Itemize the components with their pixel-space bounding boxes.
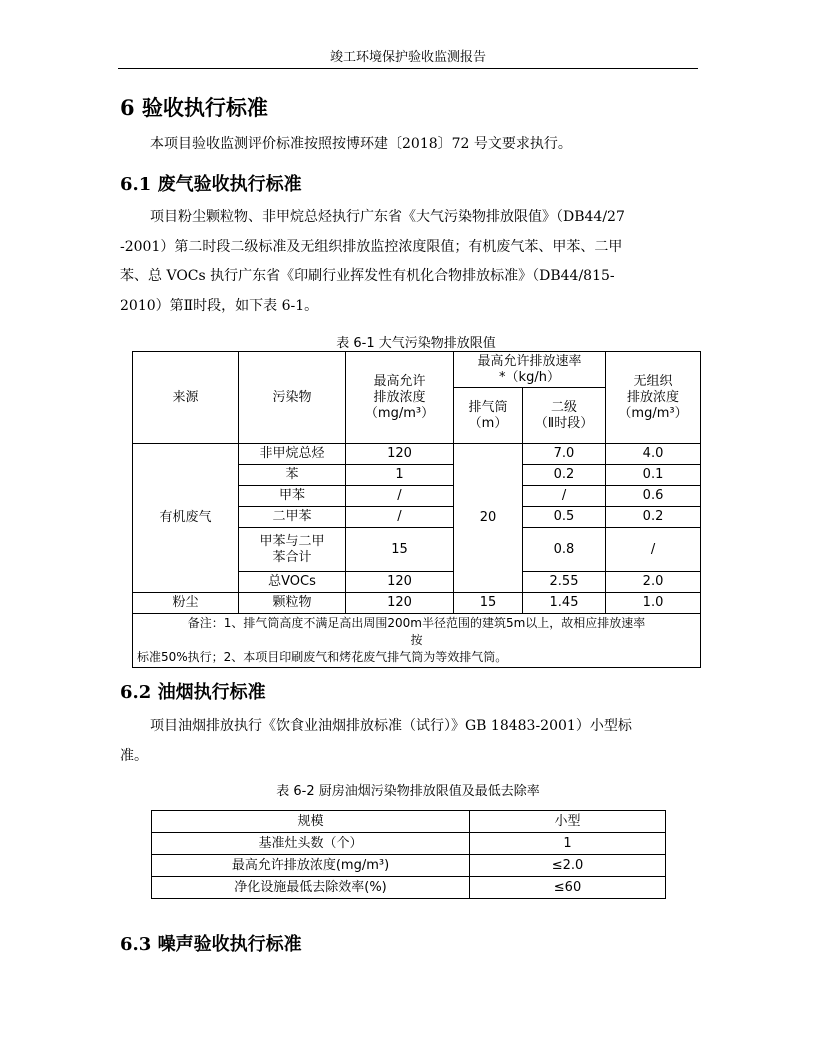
header-source: 来源 (133, 352, 239, 444)
table-row: 二甲苯 / 0.5 0.2 (133, 507, 701, 528)
group-dust: 粉尘 (133, 593, 239, 614)
header-rule (118, 68, 698, 69)
table-note: 备注：1、排气筒高度不满足高出周围200m半径范围的建筑5m以上，故相应排放速率 按 标准50%执行；2、本项目印刷废气和烤花废气排气筒为等效排气筒。 (133, 614, 701, 668)
header-small: 小型 (470, 811, 666, 833)
table-row: 总VOCs 120 2.55 2.0 (133, 572, 701, 593)
header-fugitive: 无组织 排放浓度 （mg/m³） (606, 352, 701, 444)
header-level2: 二级 （Ⅱ时段） (523, 388, 606, 444)
table-6-1 (132, 351, 701, 668)
table-row: 最高允许排放浓度(mg/m³) ≤2.0 (152, 855, 666, 877)
table-row: 净化设施最低去除效率(%) ≤60 (152, 877, 666, 899)
table-row: 苯 1 0.2 0.1 (133, 465, 701, 486)
paragraph-line: 苯、总 VOCs 执行广东省《印刷行业挥发性有机化合物排放标准》（DB44/815- (120, 268, 615, 284)
paragraph-line: 2010）第Ⅱ时段，如下表 6-1。 (120, 297, 319, 314)
paragraph-line: 项目粉尘颗粒物、非甲烷总烃执行广东省《大气污染物排放限值》（DB44/27 (150, 209, 625, 225)
header-scale: 规模 (152, 811, 470, 833)
table-6-2-caption: 表 6-2 厨房油烟污染物排放限值及最低去除率 (276, 784, 540, 799)
table-row: 粉尘 颗粒物 120 15 1.45 1.0 (133, 593, 701, 614)
section-6-1-paragraph (120, 203, 700, 321)
paragraph-line: 准。 (120, 747, 148, 764)
table-row: 甲苯 / / 0.6 (133, 486, 701, 507)
section-6-2-heading: 6.2 油烟执行标准 (120, 682, 266, 703)
header-max-rate: 最高允许排放速率 *（kg/h） (454, 352, 606, 388)
section-6-intro: 本项目验收监测评价标准按照按博环建〔2018〕72 号文要求执行。 (150, 136, 572, 152)
table-row: 甲苯与二甲 苯合计 15 0.8 / (133, 528, 701, 572)
table-row: 基准灶头数（个） 1 (152, 833, 666, 855)
table-6-2 (151, 810, 666, 899)
table-6-1-caption: 表 6-1 大气污染物排放限值 (336, 336, 496, 351)
paragraph-line: -2001）第二时段二级标准及无组织排放监控浓度限值；有机废气苯、甲苯、二甲 (120, 238, 623, 255)
header-max-conc: 最高允许 排放浓度 （mg/m³） (346, 352, 454, 444)
section-6-3-heading: 6.3 噪声验收执行标准 (120, 934, 302, 955)
stack-organic: 20 (454, 444, 523, 593)
paragraph-line: 项目油烟排放执行《饮食业油烟排放标准（试行）》GB 18483-2001）小型标 (150, 718, 632, 734)
page-header: 竣工环境保护验收监测报告 (329, 50, 486, 65)
section-6-2-paragraph (120, 712, 700, 771)
section-6-1-heading: 6.1 废气验收执行标准 (120, 174, 302, 195)
header-pollutant: 污染物 (239, 352, 346, 444)
group-organic: 有机废气 (133, 444, 239, 593)
table-row: 有机废气 非甲烷总烃 120 20 7.0 4.0 (133, 444, 701, 465)
table-row (152, 811, 666, 833)
header-stack: 排气筒 （m） (454, 388, 523, 444)
section-6-heading: 6 验收执行标准 (120, 95, 268, 120)
